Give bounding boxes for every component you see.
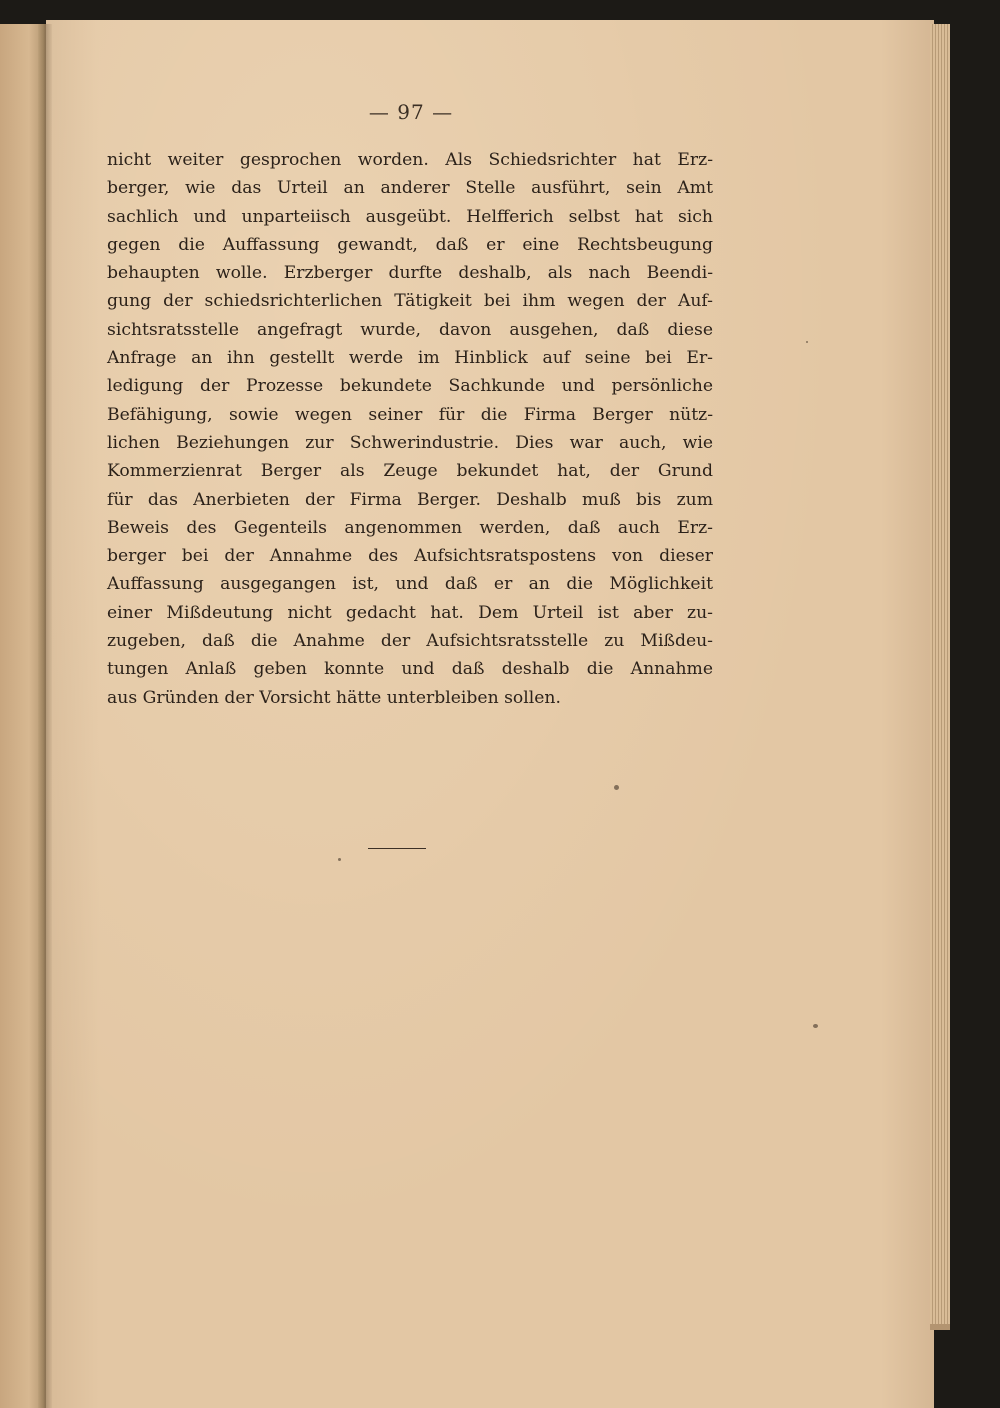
text-line: Anfrage an ihn gestellt werde im Hinblick auf seine bei Er- (107, 348, 713, 369)
text-line: tungen Anlaß geben konnte und daß deshalb die Annahme (107, 659, 713, 680)
text-line: Kommerzienrat Berger als Zeuge bekundet hat, der Grund (107, 461, 713, 482)
book-gutter (38, 24, 52, 1408)
text-line: ledigung der Prozesse bekundete Sachkunde und persönliche (107, 376, 713, 397)
paper-speck (806, 341, 808, 343)
text-line: sachlich und unparteiisch ausgeübt. Helfferich selbst hat sich (107, 206, 713, 227)
text-line: behaupten wolle. Erzberger durfte deshalb, als nach Beendi- (107, 263, 713, 284)
text-line: nicht weiter gesprochen worden. Als Schiedsrichter hat Erz- (107, 150, 713, 170)
text-line: für das Anerbieten der Firma Berger. Deshalb muß bis zum (107, 489, 713, 510)
paper-speck (338, 858, 341, 861)
page-number-header: — 97 — (368, 100, 454, 124)
paper-speck (614, 785, 619, 790)
text-line: Auffassung ausgegangen ist, und daß er an die Möglichkeit (107, 574, 713, 595)
text-block (107, 100, 713, 712)
page-stack-edge (930, 24, 950, 1330)
text-line: gegen die Auffassung gewandt, daß er eine Rechtsbeugung (107, 234, 713, 255)
end-rule-divider (368, 848, 426, 849)
text-line: sichtsratsstelle angefragt wurde, davon ausgehen, daß diese (107, 319, 713, 340)
text-line: gung der schiedsrichterlichen Tätigkeit bei ihm wegen der Auf- (107, 291, 713, 312)
text-line: zugeben, daß die Anahme der Aufsichtsratsstelle zu Mißdeu- (107, 631, 713, 652)
text-line: berger, wie das Urteil an anderer Stelle ausführt, sein Amt (107, 178, 713, 199)
text-line: berger bei der Annahme des Aufsichtsratspostens von dieser (107, 546, 713, 567)
text-line: aus Gründen der Vorsicht hätte unterbleiben sollen. (107, 687, 561, 708)
text-line: einer Mißdeutung nicht gedacht hat. Dem Urteil ist aber zu- (107, 602, 713, 623)
paper-speck (813, 1024, 818, 1028)
text-line: Befähigung, sowie wegen seiner für die Firma Berger nütz- (107, 404, 713, 425)
body-text (107, 146, 713, 712)
text-line: Beweis des Gegenteils angenommen werden, daß auch Erz- (107, 517, 713, 538)
text-line: lichen Beziehungen zur Schwerindustrie. Dies war auch, wie (107, 432, 713, 453)
